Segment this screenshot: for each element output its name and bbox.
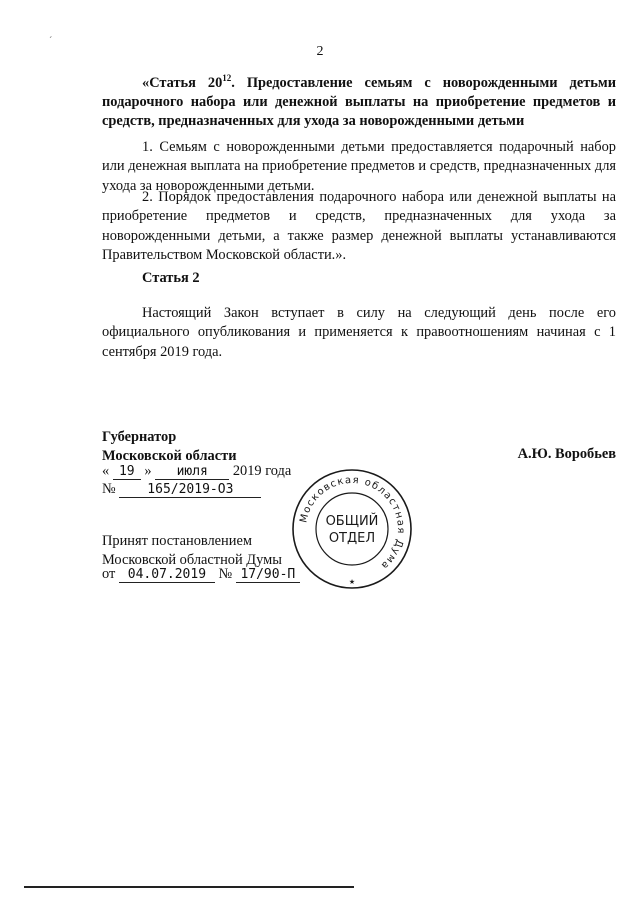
acceptance-date-line <box>102 566 300 583</box>
acceptance-line-2: Московской областной Думы <box>102 551 282 568</box>
stamp-center-line-1: ОБЩИЙ <box>325 514 379 529</box>
article-title-text: . Предоставление семьям с новорожденными детьми подарочного набора или денежной выплаты на приобретение предметов и средств, предназначенных для ухода за новорожденными детьми <box>102 74 616 129</box>
stamp-ring-text-path: Московская областная Дума <box>298 474 407 572</box>
acceptance-number-prefix: № <box>218 566 233 582</box>
margin-mark: ´ <box>49 36 53 47</box>
signature-title-line-1: Губернатор <box>102 429 177 445</box>
acceptance-from-prefix: от <box>102 566 116 582</box>
article-title-prefix: «Статья 20 <box>142 74 223 91</box>
signature-title <box>102 428 236 465</box>
signature-title-line-2: Московской области <box>102 447 237 464</box>
signature-name: А.Ю. Воробьев <box>517 446 616 462</box>
acceptance-date: 04.07.2019 <box>119 567 215 583</box>
signature-date-line <box>102 463 291 480</box>
date-year: 2019 года <box>232 463 292 479</box>
date-month: июля <box>155 464 229 480</box>
stamp-outer-ring <box>293 470 411 588</box>
date-quote-close: » <box>144 463 152 479</box>
article-title <box>102 69 616 131</box>
paragraph-1: 1. Семьям с новорожденными детьми предоставляется подарочный набор или денежная выплата на приобретение предметов и средств, предназначенных для ухода за новорожденными детьми. <box>102 139 616 194</box>
stamp-star: ★ <box>348 578 356 586</box>
bottom-rule <box>24 886 354 888</box>
article-2-heading: Статья 2 <box>142 270 200 286</box>
law-number: 165/2019-ОЗ <box>119 482 261 498</box>
date-quote-open: « <box>102 463 110 479</box>
article-title-superscript: 12 <box>222 73 232 83</box>
paragraph-2: 2. Порядок предоставления подарочного набора или денежной выплаты на приобретение предметов и средств, предназначенных для ухода за новорожденными детьми, а также размер денежной выплаты устанавливаются Правительством Московской области.». <box>102 189 616 263</box>
page-number: 2 <box>316 44 324 59</box>
stamp-center-line-2: ОТДЕЛ <box>328 531 376 546</box>
stamp <box>290 467 414 591</box>
law-number-line <box>102 481 261 498</box>
acceptance-line-1: Принят постановлением <box>102 533 252 549</box>
stamp-inner-ring <box>316 493 388 565</box>
article-2-text: Настоящий Закон вступает в силу на следующий день после его официального опубликования и применяется к правоотношениям начиная с 1 сентября 2019 года. <box>102 305 616 360</box>
acceptance-block <box>102 532 282 569</box>
law-number-prefix: № <box>102 481 116 497</box>
date-day: 19 <box>113 464 141 480</box>
acceptance-number: 17/90-П <box>236 567 300 583</box>
